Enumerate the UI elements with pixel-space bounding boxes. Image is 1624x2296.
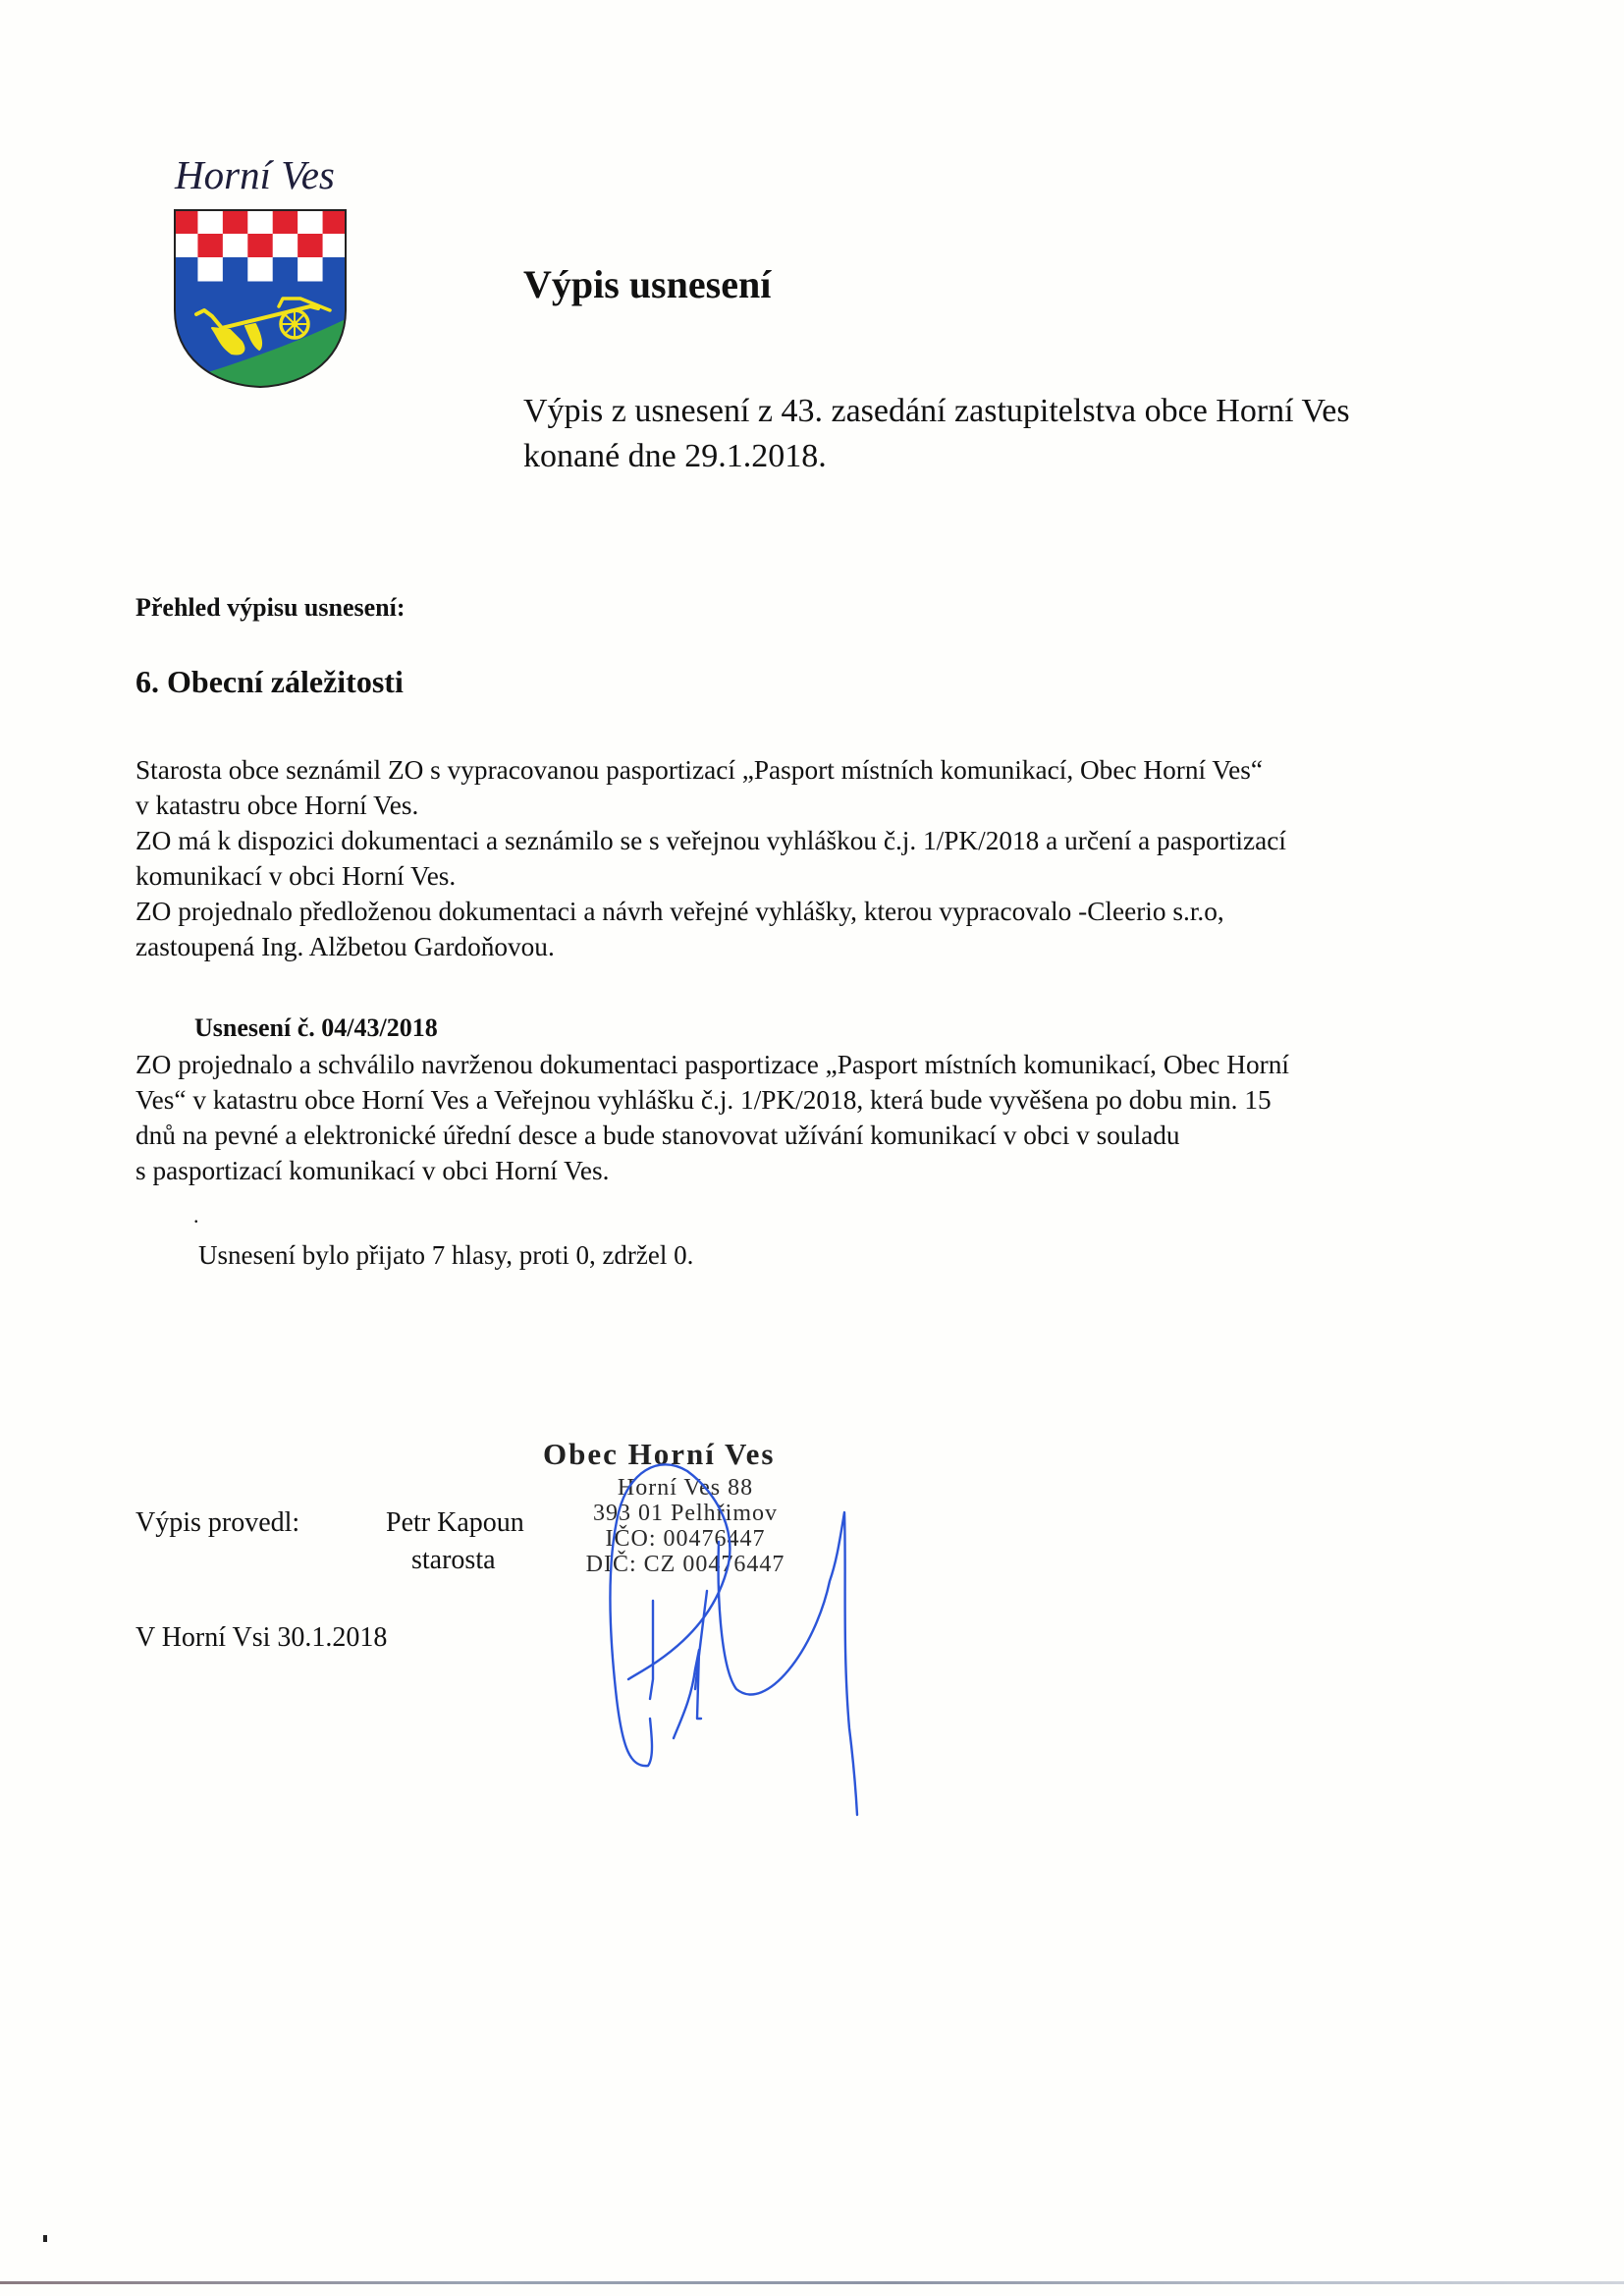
- stamp-title: Obec Horní Ves: [543, 1437, 776, 1471]
- signature-stroke: [719, 1512, 857, 1815]
- signer-name: Petr Kapoun: [386, 1507, 524, 1538]
- signer-role: starosta: [411, 1545, 496, 1575]
- crest-checker-square: [223, 234, 248, 258]
- resolution-title: Usnesení č. 04/43/2018: [194, 1013, 438, 1042]
- stamp-line: IČO: 00476447: [605, 1526, 766, 1552]
- crest-checker-square: [197, 210, 223, 235]
- paragraph-line: v katastru obce Horní Ves.: [135, 791, 419, 820]
- crest-checker-square: [323, 210, 348, 235]
- resolution-line: ZO projednalo a schválilo navrženou dokumentaci pasportizace „Pasport místních komunikací, Obec Horní: [135, 1050, 1289, 1079]
- resolution-line: dnů na pevné a elektronické úřední desce a bude stanovovat užívání komunikací v obci v souladu: [135, 1121, 1180, 1150]
- paragraph-line: ZO projednalo předloženou dokumentaci a návrh veřejné vyhlášky, kterou vypracovalo -Cleerio s.r.o,: [135, 897, 1224, 926]
- stray-dot: .: [193, 1203, 199, 1228]
- page-bottom-edge: [0, 2281, 1624, 2284]
- paragraph-line: Starosta obce seznámil ZO s vypracovanou pasportizací „Pasport místních komunikací, Obec Horní Ves“: [135, 755, 1263, 785]
- scan-mark: [43, 2235, 47, 2242]
- document-subtitle: [523, 389, 1554, 479]
- paragraph-line: ZO má k dispozici dokumentaci a seznámilo se s veřejnou vyhláškou č.j. 1/PK/2018 a určení a pasportizací: [135, 826, 1286, 855]
- crest-checker-square: [247, 234, 273, 258]
- crest-checker-square: [273, 234, 298, 258]
- crest-checker-square: [197, 257, 223, 282]
- signature-stroke: [650, 1601, 653, 1699]
- crest-checker-square: [323, 257, 348, 282]
- stamp-line: 393 01 Pelhřimov: [593, 1501, 778, 1526]
- handwritten-signature: [569, 1453, 864, 1827]
- stamp-line: DIČ: CZ 00476447: [585, 1552, 785, 1577]
- signature-stroke: [611, 1464, 731, 1766]
- crest-checker-square: [323, 234, 348, 258]
- resolution-line: Ves“ v katastru obce Horní Ves a Veřejnou vyhlášku č.j. 1/PK/2018, která bude vyvěšena po dobu min. 15: [135, 1085, 1272, 1115]
- crest-checker-square: [223, 257, 248, 282]
- crest-checker-square: [298, 257, 323, 282]
- coat-of-arms-icon: [173, 208, 348, 389]
- crest-checker-square: [298, 210, 323, 235]
- resolution-text: [135, 1047, 1530, 1188]
- crest-checker-square: [197, 234, 223, 258]
- subtitle-line: Výpis z usnesení z 43. zasedání zastupitelstva obce Horní Ves: [523, 393, 1350, 429]
- place-and-date: V Horní Vsi 30.1.2018: [135, 1622, 388, 1653]
- made-by-label: Výpis provedl:: [135, 1507, 300, 1538]
- crest-checker-square: [173, 257, 198, 282]
- paragraph-line: komunikací v obci Horní Ves.: [135, 861, 457, 891]
- crest-checker-square: [273, 210, 298, 235]
- overview-label: Přehled výpisu usnesení:: [135, 593, 406, 622]
- stamp-line: Horní Ves 88: [617, 1475, 754, 1501]
- crest-checker-square: [247, 210, 273, 235]
- section-paragraph: [135, 752, 1530, 964]
- vote-result: Usnesení bylo přijato 7 hlasy, proti 0, zdržel 0.: [198, 1240, 694, 1270]
- resolution-line: s pasportizací komunikací v obci Horní Ves.: [135, 1156, 610, 1185]
- crest-checker-square: [223, 210, 248, 235]
- crest-checker-square: [298, 234, 323, 258]
- municipality-logo-text: Horní Ves: [175, 152, 335, 197]
- paragraph-line: zastoupená Ing. Alžbetou Gardoňovou.: [135, 932, 555, 961]
- document-title: Výpis usnesení: [523, 262, 772, 306]
- crest-checker-square: [173, 234, 198, 258]
- subtitle-line: konané dne 29.1.2018.: [523, 438, 827, 474]
- crest-checker-square: [173, 210, 198, 235]
- crest-checker-square: [247, 257, 273, 282]
- crest-checker-square: [273, 257, 298, 282]
- signature-stroke: [695, 1591, 707, 1689]
- section-heading: 6. Obecní záležitosti: [135, 664, 404, 699]
